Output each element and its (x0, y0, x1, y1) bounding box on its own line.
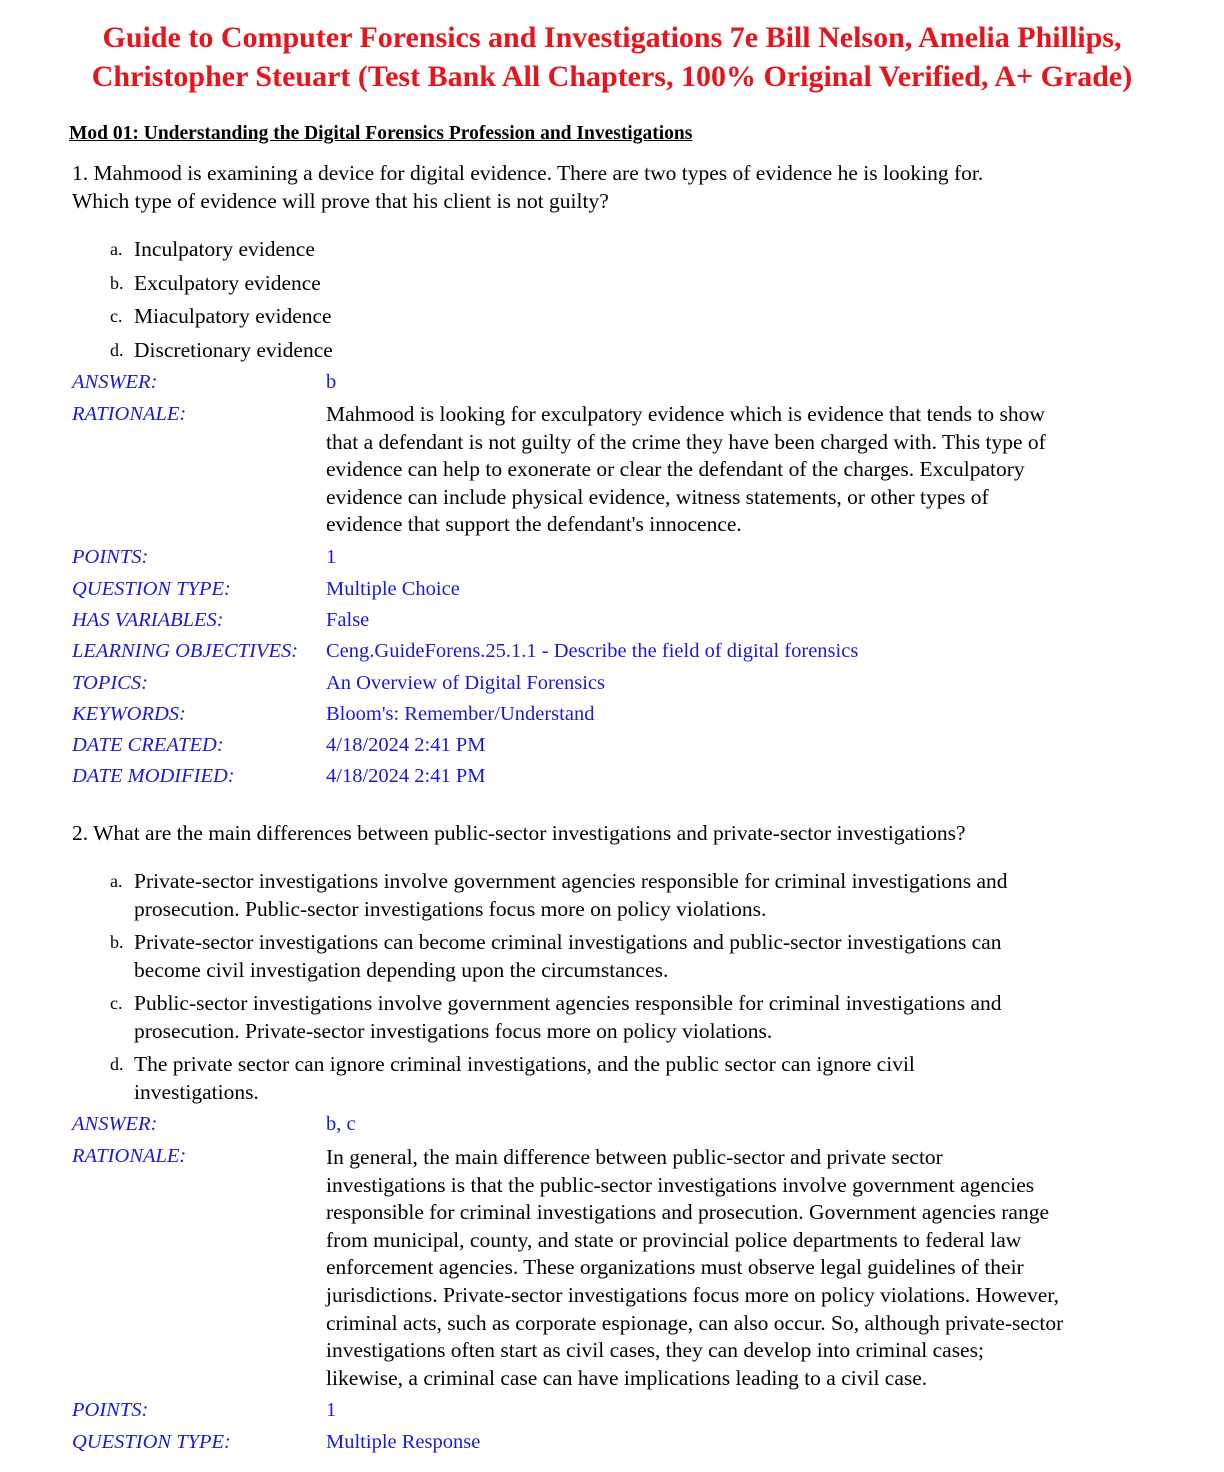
option-text: Discretionary evidence (134, 337, 333, 362)
question-2-option-a (0, 868, 1134, 929)
question-type-value: Multiple Response (326, 1431, 481, 1453)
rationale-line: Mahmood is looking for exculpatory evidence which is evidence that tends to show (326, 402, 1045, 426)
rationale-line: In general, the main difference between public-sector and private sector (326, 1145, 943, 1169)
rationale-line: evidence that support the defendant's innocence. (326, 512, 742, 537)
keywords-label: KEYWORDS: (72, 703, 186, 725)
answer-value: b, c (326, 1113, 356, 1135)
option-letter: a. (110, 871, 123, 891)
option-text: Miaculpatory evidence (134, 304, 332, 328)
rationale-line: responsible for criminal investigations and prosecution. Government agencies range (326, 1200, 1050, 1225)
question-2-options (0, 868, 1224, 1112)
rationale-line: criminal acts, such as corporate espionage, can also occur. So, although private-sector (326, 1310, 1064, 1335)
date-modified-label: DATE MODIFIED: (72, 765, 235, 787)
question-1-option-d (0, 337, 1134, 371)
option-text-line-1: Private-sector investigations involve government agencies responsible for criminal investigations and (134, 869, 1008, 893)
document-title (0, 18, 1224, 96)
option-text-line-2: become civil investigation depending upon the circumstances. (134, 957, 669, 982)
option-text-line-1: Public-sector investigations involve government agencies responsible for criminal investigations and (134, 991, 1002, 1015)
question-1-option-c (0, 303, 1134, 337)
document-title-line-1: Guide to Computer Forensics and Investigations 7e Bill Nelson, Amelia Phillips, (102, 21, 1122, 54)
question-type-label: QUESTION TYPE: (72, 1431, 231, 1453)
option-letter: d. (110, 1054, 124, 1074)
question-2-text (72, 819, 1162, 847)
question-2-option-c (0, 990, 1134, 1051)
rationale-line: likewise, a criminal case can have implications leading to a civil case. (326, 1365, 928, 1390)
option-letter: c. (110, 993, 123, 1013)
points-value: 1 (326, 1399, 337, 1421)
topics-value: An Overview of Digital Forensics (326, 672, 605, 694)
question-1-text-line-2: Which type of evidence will prove that his client is not guilty? (72, 189, 609, 213)
date-created-label: DATE CREATED: (72, 734, 224, 756)
has-variables-value: False (326, 609, 370, 631)
keywords-value: Bloom's: Remember/Understand (326, 703, 595, 725)
question-1-option-b (0, 270, 1134, 304)
rationale-label: RATIONALE: (72, 403, 187, 425)
question-2-option-b (0, 929, 1134, 990)
question-2-text-line-1: 2. What are the main differences between public-sector investigations and private-sector investigations? (72, 821, 966, 845)
rationale-line: from municipal, county, and state or provincial police departments to federal law (326, 1227, 1022, 1252)
rationale-line: investigations is that the public-sector investigations involve government agencies (326, 1172, 1035, 1197)
question-type-value: Multiple Choice (326, 578, 460, 600)
points-value: 1 (326, 546, 337, 568)
question-1-rationale-text (326, 401, 1166, 539)
rationale-line: evidence can include physical evidence, witness statements, or other types of (326, 484, 989, 509)
question-1-option-a (0, 236, 1134, 270)
rationale-line: jurisdictions. Private-sector investigations focus more on policy violations. However, (326, 1282, 1059, 1307)
option-text-line-2: prosecution. Public-sector investigations focus more on policy violations. (134, 896, 767, 921)
option-text-line-2: prosecution. Private-sector investigations focus more on policy violations. (134, 1018, 773, 1043)
points-label: POINTS: (72, 546, 149, 568)
answer-label: ANSWER: (72, 371, 158, 393)
option-text: Inculpatory evidence (134, 237, 315, 261)
rationale-line: enforcement agencies. These organizations must observe legal guidelines of their (326, 1255, 1024, 1280)
question-2-rationale-text (326, 1144, 1166, 1392)
module-heading: Mod 01: Understanding the Digital Forensics Profession and Investigations (69, 123, 693, 144)
points-label: POINTS: (72, 1399, 149, 1421)
option-letter: b. (110, 272, 124, 293)
learning-objectives-value: Ceng.GuideForens.25.1.1 - Describe the field of digital forensics (326, 640, 859, 662)
question-1-text-line-1: 1. Mahmood is examining a device for digital evidence. There are two types of evidence he is looking for. (72, 161, 984, 185)
option-text: Exculpatory evidence (134, 270, 321, 295)
rationale-line: evidence can help to exonerate or clear the defendant of the charges. Exculpatory (326, 457, 1025, 482)
learning-objectives-label: LEARNING OBJECTIVES: (72, 640, 299, 662)
answer-value: b (326, 371, 337, 393)
topics-label: TOPICS: (72, 672, 148, 694)
option-text-line-2: investigations. (134, 1079, 259, 1104)
answer-label: ANSWER: (72, 1113, 158, 1135)
option-letter: a. (110, 239, 123, 259)
document-title-line-2: Christopher Steuart (Test Bank All Chapters, 100% Original Verified, A+ Grade) (91, 60, 1133, 93)
rationale-line: that a defendant is not guilty of the crime they have been charged with. This type of (326, 429, 1046, 454)
date-created-value: 4/18/2024 2:41 PM (326, 734, 486, 756)
date-modified-value: 4/18/2024 2:41 PM (326, 765, 486, 787)
option-letter: d. (110, 339, 124, 360)
question-2-option-d (0, 1051, 1134, 1112)
question-type-label: QUESTION TYPE: (72, 578, 231, 600)
rationale-label: RATIONALE: (72, 1145, 187, 1167)
option-text-line-1: Private-sector investigations can become criminal investigations and public-sector investigations can (134, 930, 1002, 954)
has-variables-label: HAS VARIABLES: (72, 609, 224, 631)
question-1-text (72, 159, 1162, 215)
question-1-options (0, 236, 1224, 370)
rationale-line: investigations often start as civil cases, they can develop into criminal cases; (326, 1338, 984, 1363)
option-text-line-1: The private sector can ignore criminal investigations, and the public sector can ignore civil (134, 1052, 915, 1076)
option-letter: b. (110, 932, 124, 952)
option-letter: c. (110, 306, 123, 326)
